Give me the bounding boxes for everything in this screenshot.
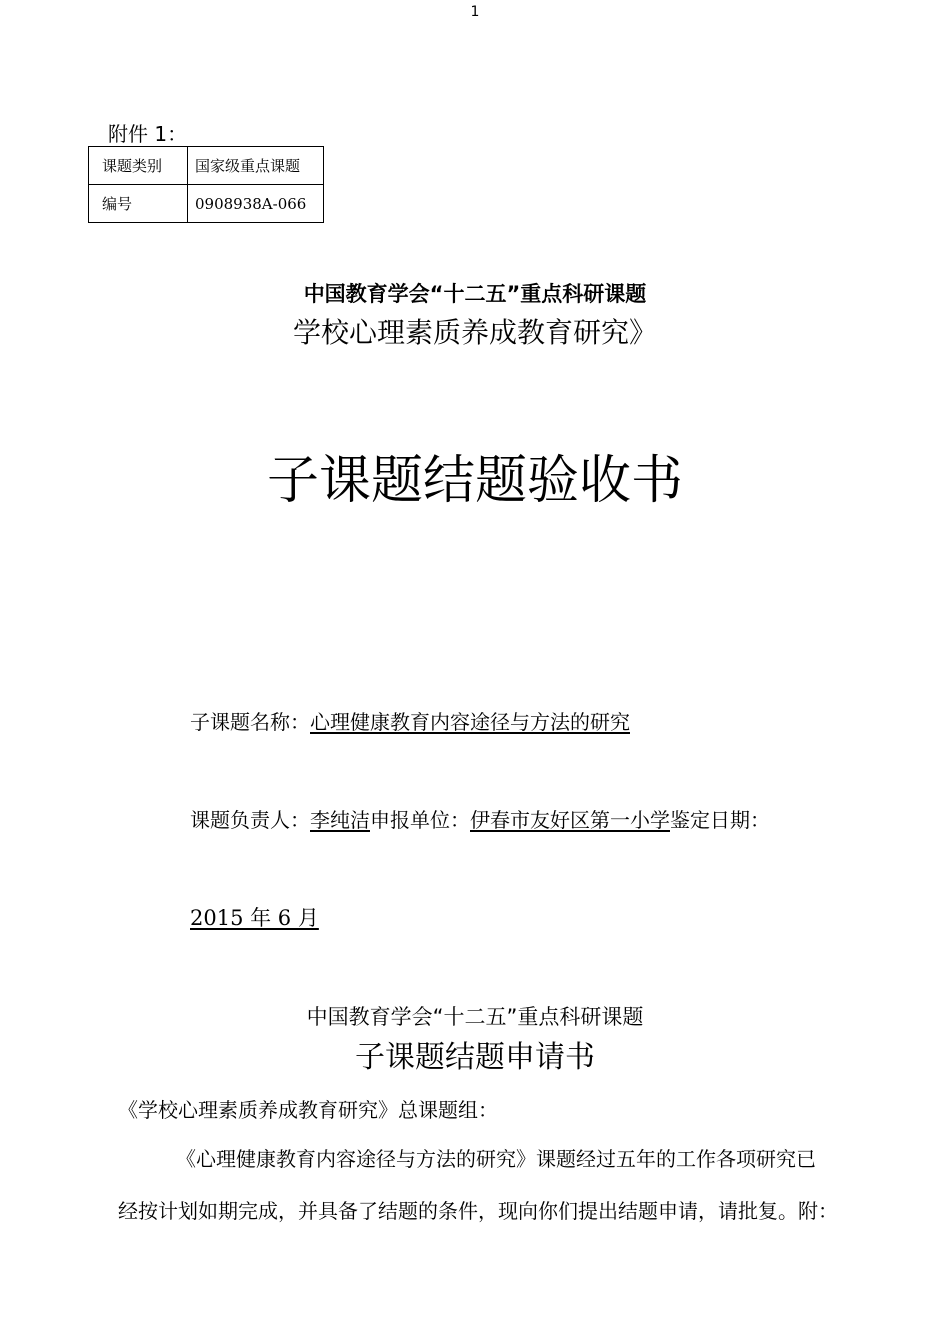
project-name: 学校心理素质养成教育研究》 xyxy=(292,316,657,349)
unit-label: 申报单位： xyxy=(370,808,470,832)
table-row xyxy=(89,185,324,223)
main-title: 子课题结题验收书 xyxy=(266,451,683,511)
body-paragraph-line-2: 经按计划如期完成，并具备了结题的条件，现向你们提出结题申请，请批复。附： xyxy=(118,1199,838,1223)
project-header: 中国教育学会“十二五”重点科研课题 xyxy=(303,282,647,306)
salutation: 《学校心理素质养成教育研究》总课题组： xyxy=(118,1098,498,1122)
info-table xyxy=(88,146,324,223)
date-value: 2015 年 6 月 xyxy=(190,906,319,930)
number-value: 0908938A-066 xyxy=(188,185,324,223)
table-row xyxy=(89,147,324,185)
application-header: 中国教育学会“十二五”重点科研课题 xyxy=(306,1005,644,1029)
page-number: 1 xyxy=(470,4,480,20)
attachment-label: 附件 1： xyxy=(108,122,188,146)
unit-value: 伊春市友好区第一小学 xyxy=(470,808,670,832)
category-value: 国家级重点课题 xyxy=(188,147,324,185)
subtopic-field xyxy=(190,706,630,735)
leader-label: 课题负责人： xyxy=(190,808,310,832)
date-label: 鉴定日期： xyxy=(670,808,770,832)
application-title: 子课题结题申请书 xyxy=(355,1040,595,1075)
body-paragraph-line-1: 《心理健康教育内容途径与方法的研究》课题经过五年的工作各项研究已 xyxy=(176,1147,816,1171)
leader-unit-field xyxy=(190,804,770,833)
subtopic-value: 心理健康教育内容途径与方法的研究 xyxy=(310,710,630,734)
subtopic-label: 子课题名称： xyxy=(190,710,310,734)
category-label: 课题类别 xyxy=(89,147,188,185)
leader-value: 李纯洁 xyxy=(310,808,370,832)
number-label: 编号 xyxy=(89,185,188,223)
